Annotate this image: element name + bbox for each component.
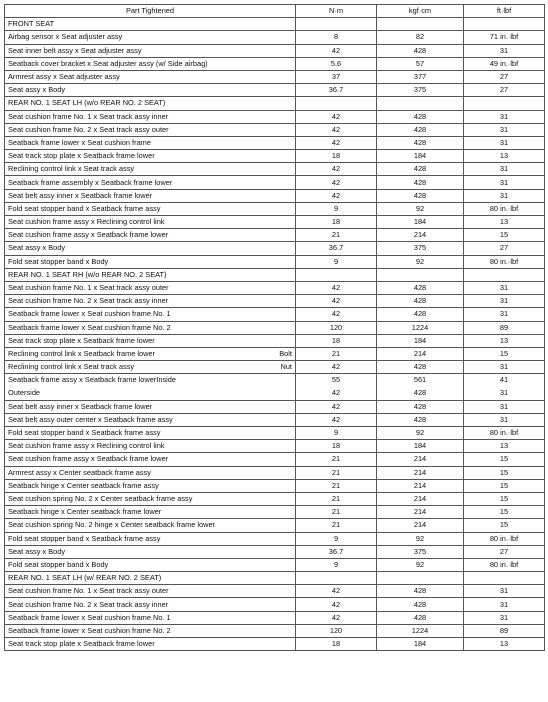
- nm-value: 42: [296, 136, 377, 149]
- table-row: [5, 295, 545, 308]
- ft-value: 31: [464, 110, 545, 123]
- table-row: [5, 281, 545, 294]
- kgf-value-cell: [377, 374, 464, 400]
- nm-value: 42: [296, 176, 377, 189]
- table-row: [5, 242, 545, 255]
- nm-value: 55: [331, 375, 341, 385]
- part-sub-label: Nut: [280, 362, 292, 372]
- kgf-value: 214: [377, 506, 464, 519]
- ft-value: 31: [464, 598, 545, 611]
- table-row: [5, 400, 545, 413]
- kgf-value: 428: [377, 308, 464, 321]
- empty-cell: [464, 268, 545, 281]
- section-row: [5, 18, 545, 31]
- table-row: [5, 163, 545, 176]
- part-cell: Seatback frame lower x Seat cushion frame No. 2: [5, 624, 296, 637]
- table-row: [5, 532, 545, 545]
- nm-value: 18: [296, 216, 377, 229]
- part-cell: Seat track stop plate x Seatback frame lower: [5, 638, 296, 651]
- kgf-value: 214: [377, 453, 464, 466]
- ft-value: 27: [464, 70, 545, 83]
- kgf-value: 92: [377, 427, 464, 440]
- nm-value: 120: [296, 624, 377, 637]
- kgf-value: 428: [377, 585, 464, 598]
- table-row: [5, 479, 545, 492]
- section-title: FRONT SEAT: [5, 18, 296, 31]
- part-cell: Reclining control link x Seat track assy: [5, 163, 296, 176]
- part-cell: Seat cushion frame No. 1 x Seat track assy outer: [5, 585, 296, 598]
- nm-value: 42: [296, 413, 377, 426]
- ft-value: 13: [464, 150, 545, 163]
- kgf-value: 428: [377, 110, 464, 123]
- table-row: [5, 413, 545, 426]
- kgf-value: 428: [377, 400, 464, 413]
- nm-value: 18: [296, 440, 377, 453]
- nm-value: 42: [296, 123, 377, 136]
- part-cell: Seatback hinge x Center seatback frame assy: [5, 479, 296, 492]
- ft-value: 31: [464, 136, 545, 149]
- kgf-value: 428: [377, 598, 464, 611]
- table-row: [5, 545, 545, 558]
- ft-value: 13: [464, 440, 545, 453]
- kgf-value: 375: [377, 242, 464, 255]
- table-row: [5, 638, 545, 651]
- nm-value: 42: [296, 110, 377, 123]
- empty-cell: [377, 572, 464, 585]
- nm-value: 9: [296, 202, 377, 215]
- kgf-value: 214: [377, 466, 464, 479]
- table-row: [5, 70, 545, 83]
- table-row: [5, 136, 545, 149]
- section-row: [5, 572, 545, 585]
- nm-value: 42: [331, 387, 341, 397]
- ft-value: 31: [499, 387, 509, 397]
- nm-value: 37: [296, 70, 377, 83]
- nm-value: 18: [296, 334, 377, 347]
- part-name: Reclining control link x Seat track assy: [8, 362, 135, 372]
- table-row: [5, 308, 545, 321]
- part-cell: Seat cushion frame No. 1 x Seat track assy outer: [5, 281, 296, 294]
- part-cell: Seat inner belt assy x Seat adjuster assy: [5, 44, 296, 57]
- part-cell: Seatback frame lower x Seat cushion frame No. 1: [5, 611, 296, 624]
- table-row: [5, 374, 545, 400]
- kgf-value: 428: [377, 189, 464, 202]
- part-cell: Seatback frame lower x Seat cushion frame No. 2: [5, 321, 296, 334]
- part-cell: [5, 347, 296, 360]
- part-cell: Seat cushion spring No. 2 x Center seatback frame assy: [5, 492, 296, 505]
- table-row: [5, 453, 545, 466]
- ft-value: 31: [464, 281, 545, 294]
- table-row: [5, 84, 545, 97]
- nm-value: 42: [296, 295, 377, 308]
- ft-value: 41: [499, 375, 509, 385]
- header-ft-lbf: ft·lbf: [464, 5, 545, 18]
- part-cell: Seatback hinge x Center seatback frame lower: [5, 506, 296, 519]
- table-row: [5, 31, 545, 44]
- empty-cell: [296, 268, 377, 281]
- part-cell: Seat belt assy inner x Seatback frame lower: [5, 189, 296, 202]
- table-row: [5, 176, 545, 189]
- kgf-value: 214: [377, 492, 464, 505]
- ft-value: 15: [464, 492, 545, 505]
- ft-value: 80 in.·lbf: [464, 532, 545, 545]
- kgf-value: 428: [377, 136, 464, 149]
- ft-value: 13: [464, 638, 545, 651]
- ft-value: 31: [464, 400, 545, 413]
- part-cell: Armrest assy x Center seatback frame assy: [5, 466, 296, 479]
- header-nm: N·m: [296, 5, 377, 18]
- empty-cell: [377, 97, 464, 110]
- part-cell: Seatback frame lower x Seat cushion frame: [5, 136, 296, 149]
- ft-value: 31: [464, 295, 545, 308]
- ft-value: 15: [464, 347, 545, 360]
- nm-value: 21: [296, 479, 377, 492]
- empty-cell: [296, 97, 377, 110]
- table-row: [5, 466, 545, 479]
- kgf-value: 377: [377, 70, 464, 83]
- nm-value: 42: [296, 598, 377, 611]
- part-cell: Seat belt assy inner x Seatback frame lower: [5, 400, 296, 413]
- part-cell: Seat cushion frame No. 1 x Seat track assy inner: [5, 110, 296, 123]
- ft-value: 15: [464, 479, 545, 492]
- part-cell: Seat cushion frame No. 2 x Seat track assy inner: [5, 598, 296, 611]
- nm-value: 42: [296, 281, 377, 294]
- part-cell: Fold seat stopper band x Body: [5, 255, 296, 268]
- part-cell: Seat cushion frame assy x Reclining control link: [5, 440, 296, 453]
- table-row: [5, 519, 545, 532]
- part-cell: Fold seat stopper band x Seatback frame assy: [5, 427, 296, 440]
- empty-cell: [296, 572, 377, 585]
- nm-value: 5.6: [296, 57, 377, 70]
- kgf-value: 1224: [377, 321, 464, 334]
- table-row: [5, 347, 545, 360]
- kgf-value: 92: [377, 202, 464, 215]
- table-row: [5, 57, 545, 70]
- ft-value: 31: [464, 163, 545, 176]
- table-body: [5, 18, 545, 651]
- ft-value: 80 in.·lbf: [464, 202, 545, 215]
- table-row: [5, 110, 545, 123]
- section-title: REAR NO. 1 SEAT LH (w/ REAR NO. 2 SEAT): [5, 572, 296, 585]
- nm-value: 18: [296, 150, 377, 163]
- part-cell: Seat assy x Body: [5, 84, 296, 97]
- table-row: [5, 123, 545, 136]
- kgf-value: 184: [377, 150, 464, 163]
- ft-value: 31: [464, 308, 545, 321]
- nm-value: 18: [296, 638, 377, 651]
- nm-value: 8: [296, 31, 377, 44]
- part-cell: Seat track stop plate x Seatback frame lower: [5, 334, 296, 347]
- part-cell: Seatback frame assembly x Seatback frame lower: [5, 176, 296, 189]
- kgf-value: 184: [377, 638, 464, 651]
- part-cell: Airbag sensor x Seat adjuster assy: [5, 31, 296, 44]
- header-part-tightened: Part Tightened: [5, 5, 296, 18]
- section-row: [5, 268, 545, 281]
- torque-specification-sheet: [4, 4, 544, 651]
- nm-value: 21: [296, 466, 377, 479]
- ft-value: 31: [464, 123, 545, 136]
- table-row: [5, 624, 545, 637]
- kgf-value: 214: [377, 519, 464, 532]
- part-cell: Seat assy x Body: [5, 545, 296, 558]
- header-row: [5, 5, 545, 18]
- nm-value: 36.7: [296, 242, 377, 255]
- nm-value: 42: [296, 44, 377, 57]
- nm-value-cell: [296, 374, 377, 400]
- part-cell: [5, 361, 296, 374]
- nm-value: 9: [296, 558, 377, 571]
- ft-value: 31: [464, 611, 545, 624]
- ft-value: 49 in.·lbf: [464, 57, 545, 70]
- kgf-value: 92: [377, 255, 464, 268]
- table-row: [5, 598, 545, 611]
- table-row: [5, 189, 545, 202]
- table-row: [5, 506, 545, 519]
- kgf-value: 428: [377, 44, 464, 57]
- part-cell: Seat cushion frame assy x Seatback frame lower: [5, 229, 296, 242]
- part-sub-label: Bolt: [279, 348, 292, 358]
- kgf-value: 82: [377, 31, 464, 44]
- kgf-value: 561: [413, 375, 427, 385]
- kgf-value: 184: [377, 334, 464, 347]
- nm-value: 21: [296, 492, 377, 505]
- part-name: Reclining control link x Seatback frame lower: [8, 348, 156, 358]
- kgf-value: 1224: [377, 624, 464, 637]
- part-cell: Seatback frame lower x Seat cushion frame No. 1: [5, 308, 296, 321]
- kgf-value: 428: [377, 281, 464, 294]
- kgf-value: 184: [377, 216, 464, 229]
- ft-value-cell: [464, 374, 545, 400]
- header-kgf-cm: kgf·cm: [377, 5, 464, 18]
- table-row: [5, 255, 545, 268]
- nm-value: 36.7: [296, 545, 377, 558]
- empty-cell: [296, 18, 377, 31]
- kgf-value: 428: [377, 176, 464, 189]
- table-row: [5, 611, 545, 624]
- table-row: [5, 321, 545, 334]
- kgf-value: 214: [377, 347, 464, 360]
- ft-value: 31: [464, 44, 545, 57]
- part-cell: Fold seat stopper band x Seatback frame assy: [5, 532, 296, 545]
- section-title: REAR NO. 1 SEAT RH (w/o REAR NO. 2 SEAT): [5, 268, 296, 281]
- part-cell: Seat cushion frame No. 2 x Seat track assy outer: [5, 123, 296, 136]
- ft-value: 71 in.·lbf: [464, 31, 545, 44]
- nm-value: 42: [296, 308, 377, 321]
- table-row: [5, 361, 545, 374]
- ft-value: 13: [464, 216, 545, 229]
- ft-value: 31: [464, 189, 545, 202]
- kgf-value: 428: [413, 387, 427, 397]
- table-row: [5, 492, 545, 505]
- ft-value: 27: [464, 242, 545, 255]
- part-cell: Fold seat stopper band x Body: [5, 558, 296, 571]
- nm-value: 42: [296, 611, 377, 624]
- part-cell: Seat cushion frame No. 2 x Seat track assy inner: [5, 295, 296, 308]
- table-row: [5, 440, 545, 453]
- ft-value: 15: [464, 466, 545, 479]
- kgf-value: 184: [377, 440, 464, 453]
- ft-value: 89: [464, 624, 545, 637]
- part-cell: Seat belt assy outer center x Seatback frame assy: [5, 413, 296, 426]
- nm-value: 42: [296, 163, 377, 176]
- nm-value: 42: [296, 361, 377, 374]
- ft-value: 80 in.·lbf: [464, 255, 545, 268]
- empty-cell: [377, 268, 464, 281]
- table-row: [5, 150, 545, 163]
- ft-value: 31: [464, 585, 545, 598]
- torque-table: [4, 4, 545, 651]
- part-cell: Seat cushion spring No. 2 hinge x Center seatback frame lower: [5, 519, 296, 532]
- nm-value: 36.7: [296, 84, 377, 97]
- part-cell: Seat assy x Body: [5, 242, 296, 255]
- nm-value: 42: [296, 585, 377, 598]
- section-title: REAR NO. 1 SEAT LH (w/o REAR NO. 2 SEAT): [5, 97, 296, 110]
- nm-value: 42: [296, 189, 377, 202]
- empty-cell: [464, 97, 545, 110]
- kgf-value: 428: [377, 413, 464, 426]
- part-cell: [5, 374, 296, 400]
- table-row: [5, 427, 545, 440]
- nm-value: 9: [296, 532, 377, 545]
- nm-value: 21: [296, 506, 377, 519]
- nm-value: 21: [296, 519, 377, 532]
- kgf-value: 428: [377, 361, 464, 374]
- part-cell: Seat cushion frame assy x Reclining control link: [5, 216, 296, 229]
- ft-value: 15: [464, 506, 545, 519]
- nm-value: 21: [296, 453, 377, 466]
- ft-value: 13: [464, 334, 545, 347]
- part-cell: Fold seat stopper band x Seatback frame assy: [5, 202, 296, 215]
- kgf-value: 92: [377, 532, 464, 545]
- empty-cell: [377, 18, 464, 31]
- kgf-value: 375: [377, 545, 464, 558]
- ft-value: 31: [464, 413, 545, 426]
- ft-value: 80 in.·lbf: [464, 558, 545, 571]
- kgf-value: 428: [377, 611, 464, 624]
- kgf-value: 428: [377, 295, 464, 308]
- table-row: [5, 558, 545, 571]
- table-row: [5, 216, 545, 229]
- part-cell: Seat cushion frame assy x Seatback frame lower: [5, 453, 296, 466]
- nm-value: 21: [296, 347, 377, 360]
- kgf-value: 375: [377, 84, 464, 97]
- nm-value: 42: [296, 400, 377, 413]
- table-row: [5, 334, 545, 347]
- part-cell: Seatback cover bracket x Seat adjuster assy (w/ Side airbag): [5, 57, 296, 70]
- section-row: [5, 97, 545, 110]
- kgf-value: 428: [377, 163, 464, 176]
- nm-value: 21: [296, 229, 377, 242]
- kgf-value: 214: [377, 229, 464, 242]
- part-cell: Seat track stop plate x Seatback frame lower: [5, 150, 296, 163]
- ft-value: 80 in.·lbf: [464, 427, 545, 440]
- kgf-value: 428: [377, 123, 464, 136]
- table-row: [5, 229, 545, 242]
- kgf-value: 214: [377, 479, 464, 492]
- part-cell: Armrest assy x Seat adjuster assy: [5, 70, 296, 83]
- ft-value: 89: [464, 321, 545, 334]
- ft-value: 15: [464, 519, 545, 532]
- part-name: Seatback frame assy x Seatback frame lower: [8, 375, 157, 385]
- part-sub-label: Inside: [156, 375, 177, 385]
- table-row: [5, 44, 545, 57]
- ft-value: 15: [464, 229, 545, 242]
- ft-value: 15: [464, 453, 545, 466]
- kgf-value: 92: [377, 558, 464, 571]
- ft-value: 31: [464, 176, 545, 189]
- ft-value: 27: [464, 545, 545, 558]
- nm-value: 120: [296, 321, 377, 334]
- part-sub-label: Outerside: [8, 387, 41, 397]
- kgf-value: 57: [377, 57, 464, 70]
- ft-value: 31: [464, 361, 545, 374]
- ft-value: 27: [464, 84, 545, 97]
- table-row: [5, 202, 545, 215]
- empty-cell: [464, 572, 545, 585]
- empty-cell: [464, 18, 545, 31]
- nm-value: 9: [296, 427, 377, 440]
- nm-value: 9: [296, 255, 377, 268]
- table-row: [5, 585, 545, 598]
